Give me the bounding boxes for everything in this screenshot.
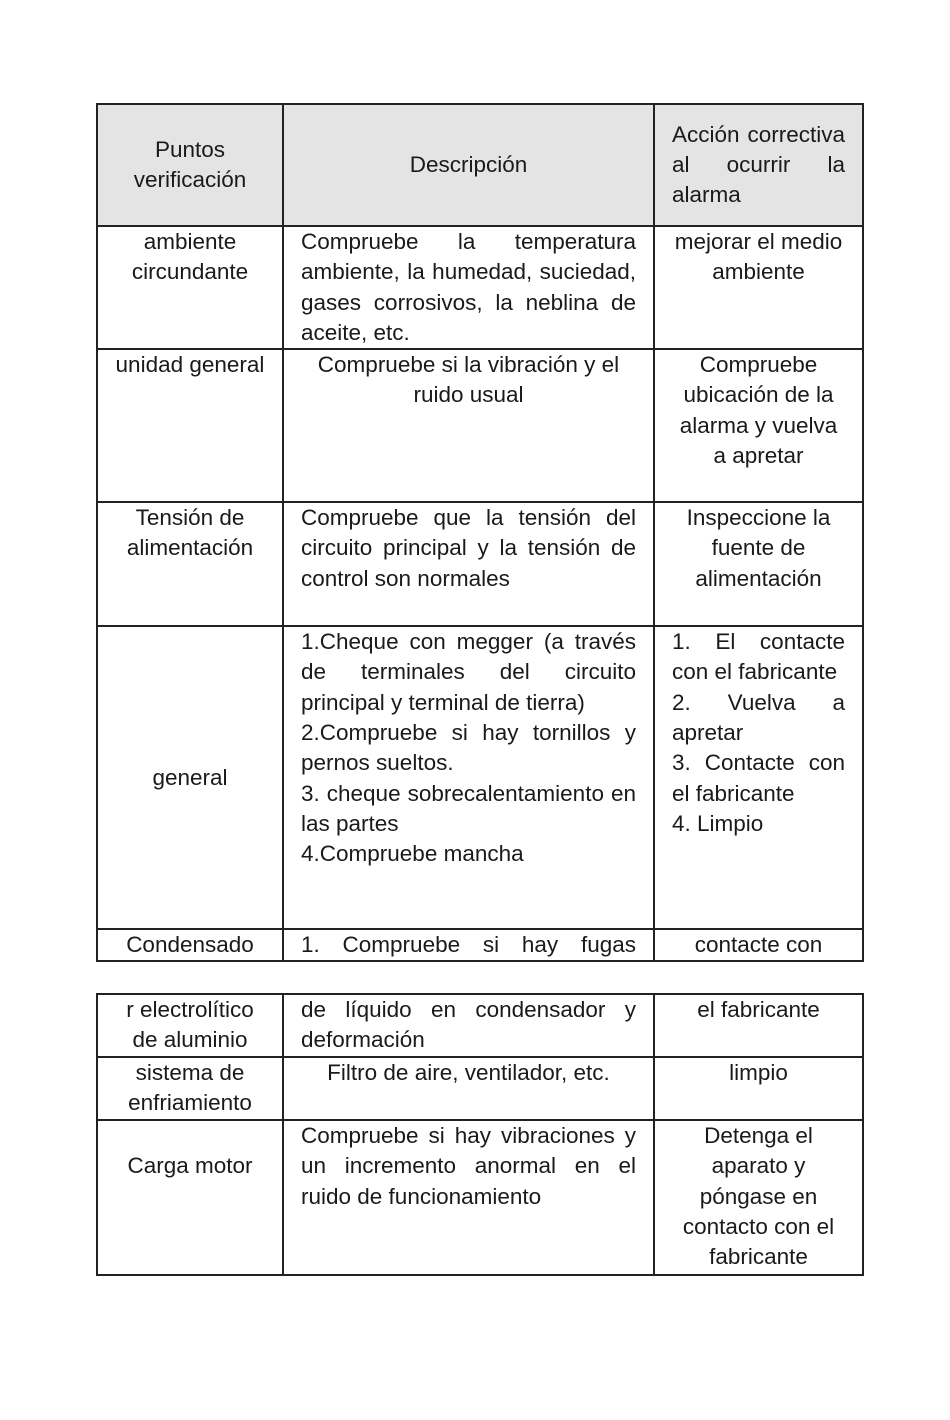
check-point-cell: Condensado	[97, 929, 283, 961]
description-cell: Compruebe si hay vibraciones y un incremento anormal en el ruido de funcionamiento	[283, 1120, 654, 1275]
table-row	[97, 1057, 863, 1120]
description-cell: 1. Compruebe si hay fugas	[283, 929, 654, 961]
action-cell: limpio	[654, 1057, 863, 1120]
inspection-table	[96, 103, 864, 962]
header-check-points: Puntos verificación	[97, 104, 283, 226]
table-row	[97, 994, 863, 1057]
check-point-cell: Carga motor	[97, 1120, 283, 1275]
description-cell: Filtro de aire, ventilador, etc.	[283, 1057, 654, 1120]
table-row	[97, 929, 863, 961]
header-corrective-action: Acción correctiva al ocurrir la alarma	[654, 104, 863, 226]
action-cell	[654, 626, 863, 929]
description-item: 1.Cheque con megger (a través de terminales del circuito principal y terminal de tierra)	[301, 629, 636, 715]
check-point-cell: ambiente circundante	[97, 226, 283, 349]
check-point-cell: sistema de enfriamiento	[97, 1057, 283, 1120]
check-point-cell: Tensión de alimentación	[97, 502, 283, 626]
action-item: 3. Contacte con el fabricante	[672, 750, 845, 806]
table-row	[97, 502, 863, 626]
action-cell: Detenga el aparato y póngase en contacto con el fabricante	[654, 1120, 863, 1275]
header-description: Descripción	[283, 104, 654, 226]
description-item: 4.Compruebe mancha	[301, 841, 524, 867]
description-cell: Compruebe que la tensión del circuito principal y la tensión de control son normales	[283, 502, 654, 626]
description-item: 2.Compruebe si hay tornillos y pernos sueltos.	[301, 720, 636, 776]
inspection-table-continued	[96, 993, 864, 1276]
description-item: 3. cheque sobrecalentamiento en las partes	[301, 780, 636, 836]
description-cell: de líquido en condensador y deformación	[283, 994, 654, 1057]
action-cell: Compruebe ubicación de la alarma y vuelva a apretar	[654, 349, 863, 502]
table-row	[97, 626, 863, 929]
description-cell: Compruebe si la vibración y el ruido usual	[283, 349, 654, 502]
table-row	[97, 1120, 863, 1275]
check-point-cell: general	[97, 626, 283, 929]
table-row	[97, 349, 863, 502]
check-point-cell: unidad general	[97, 349, 283, 502]
action-item: 4. Limpio	[672, 810, 764, 836]
table-row	[97, 226, 863, 349]
description-cell: Compruebe la temperatura ambiente, la humedad, suciedad, gases corrosivos, la neblina de aceite, etc.	[283, 226, 654, 349]
action-cell: contacte con	[654, 929, 863, 961]
action-cell: Inspeccione la fuente de alimentación	[654, 502, 863, 626]
action-item: 1. El contacte con el fabricante	[672, 629, 845, 685]
table-header-row	[97, 104, 863, 226]
action-cell: mejorar el medio ambiente	[654, 226, 863, 349]
action-item: 2. Vuelva a apretar	[672, 689, 845, 746]
check-point-cell: r electrolítico de aluminio	[97, 994, 283, 1057]
description-cell	[283, 626, 654, 929]
action-cell: el fabricante	[654, 994, 863, 1057]
